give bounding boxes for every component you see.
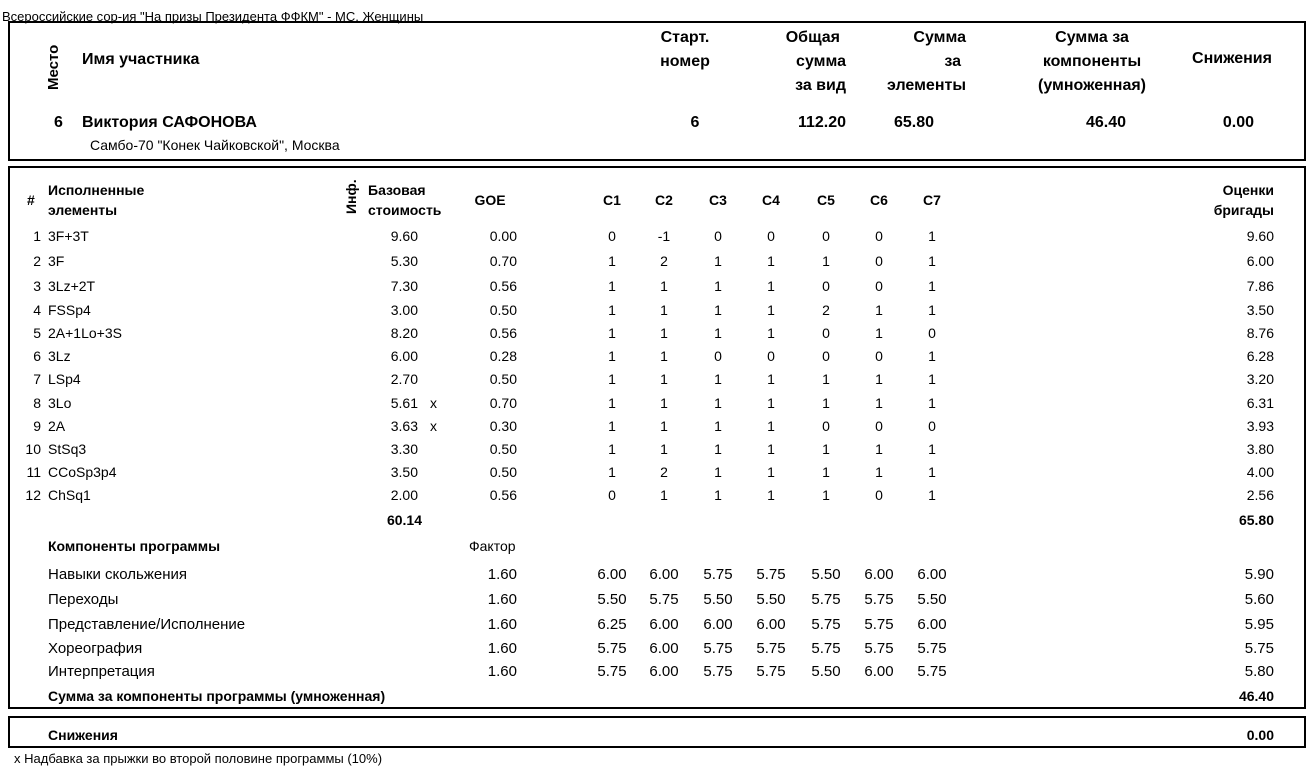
element-judge-score: 1 (928, 464, 936, 480)
element-number: 3 (33, 278, 41, 294)
component-judge-score: 5.75 (703, 566, 733, 583)
element-judge-score: 0 (875, 253, 883, 269)
element-goe: 0.28 (489, 348, 517, 364)
components-total-label: Сумма за компоненты программы (умноженная) (48, 688, 386, 704)
element-panel-score: 6.28 (1246, 348, 1274, 364)
component-name: Интерпретация (48, 663, 155, 680)
event-title: Всероссийские сор-ия "На призы Президента ФФКМ" - МС, Женщины (2, 9, 424, 24)
component-judge-score: 5.75 (864, 640, 894, 657)
skater-components-score: 46.40 (1085, 114, 1126, 131)
element-judge-score: 1 (714, 418, 722, 434)
component-judge-score: 5.50 (811, 663, 841, 680)
executed-elements-header: Исполненные элементы (48, 182, 145, 218)
component-panel-score: 5.60 (1244, 591, 1274, 608)
element-judge-score: 1 (822, 395, 830, 411)
start-number-header: Старт. номер (660, 29, 710, 70)
element-judge-score: 1 (660, 371, 668, 387)
component-name: Навыки скольжения (48, 566, 188, 583)
deductions-header: Снижения (1192, 50, 1272, 67)
element-judge-score: 1 (660, 418, 668, 434)
component-name: Представление/Исполнение (48, 616, 246, 633)
element-judge-score: 1 (928, 228, 936, 244)
element-judge-score: 1 (660, 348, 668, 364)
element-code: FSSp4 (48, 302, 91, 318)
element-code: 3Lo (48, 395, 72, 411)
element-code: 3F+3T (48, 228, 89, 244)
element-judge-score: 1 (608, 278, 616, 294)
element-judge-score: 1 (660, 487, 668, 503)
element-judge-score: 1 (928, 395, 936, 411)
element-panel-score: 2.56 (1246, 487, 1274, 503)
element-number: 12 (25, 487, 41, 503)
element-number: 8 (33, 395, 41, 411)
element-goe: 0.70 (489, 395, 517, 411)
element-base-value: 9.60 (390, 228, 418, 244)
component-judge-score: 5.75 (597, 640, 627, 657)
element-judge-score: -1 (657, 228, 671, 244)
element-judge-score: 0 (608, 228, 616, 244)
element-code: StSq3 (48, 441, 87, 457)
component-judge-score: 5.75 (649, 591, 679, 608)
element-judge-score: 1 (875, 464, 883, 480)
element-code: 2A (48, 418, 66, 434)
judge-header-5: C5 (817, 192, 835, 208)
info-header: Инф. (343, 179, 359, 214)
element-judge-score: 1 (928, 371, 936, 387)
element-judge-score: 1 (875, 302, 883, 318)
element-judge-score: 0 (875, 278, 883, 294)
element-panel-score: 6.00 (1246, 253, 1274, 269)
element-panel-score: 3.93 (1246, 418, 1274, 434)
element-goe: 0.70 (489, 253, 517, 269)
element-judge-score: 1 (714, 371, 722, 387)
element-judge-score: 1 (714, 278, 722, 294)
components-total-value: 46.40 (1238, 688, 1274, 704)
component-judge-score: 6.00 (917, 566, 947, 583)
component-judge-score: 5.50 (756, 591, 786, 608)
element-panel-score: 9.60 (1246, 228, 1274, 244)
element-goe: 0.50 (489, 371, 517, 387)
element-judge-score: 2 (822, 302, 830, 318)
skater-place: 6 (54, 114, 63, 131)
element-judge-score: 1 (608, 464, 616, 480)
judge-header-4: C4 (762, 192, 780, 208)
element-judge-score: 1 (928, 302, 936, 318)
element-number: 2 (33, 253, 41, 269)
component-factor: 1.60 (487, 566, 517, 583)
element-number: 4 (33, 302, 41, 318)
element-base-value: 3.30 (390, 441, 418, 457)
element-judge-score: 0 (822, 418, 830, 434)
component-factor: 1.60 (487, 663, 517, 680)
element-judge-score: 1 (660, 302, 668, 318)
element-base-value: 3.00 (390, 302, 418, 318)
skater-name: Виктория САФОНОВА (82, 114, 257, 131)
element-info: x (430, 418, 437, 434)
component-judge-score: 6.00 (917, 616, 947, 633)
panel-score-header: Оценки бригады (1213, 182, 1274, 218)
name-header: Имя участника (82, 51, 200, 68)
element-judge-score: 1 (660, 441, 668, 457)
element-judge-score: 1 (714, 395, 722, 411)
component-judge-score: 5.50 (811, 566, 841, 583)
element-number: 5 (33, 325, 41, 341)
element-judge-score: 1 (928, 253, 936, 269)
component-judge-score: 5.75 (703, 640, 733, 657)
skater-start-number: 6 (690, 114, 700, 131)
element-base-value: 3.63 (390, 418, 418, 434)
elements-score-header: Сумма за элементы (887, 29, 966, 94)
element-base-value: 5.30 (390, 253, 418, 269)
element-base-value: 8.20 (390, 325, 418, 341)
element-judge-score: 1 (767, 464, 775, 480)
element-code: 3Lz+2T (48, 278, 96, 294)
component-factor: 1.60 (487, 616, 517, 633)
components-score-header: Сумма за компоненты (умноженная) (1038, 29, 1146, 94)
element-judge-score: 1 (608, 371, 616, 387)
component-judge-score: 6.00 (649, 663, 679, 680)
element-panel-score: 3.50 (1246, 302, 1274, 318)
skater-elements-score: 65.80 (893, 114, 934, 131)
judge-header-1: C1 (603, 192, 621, 208)
element-base-value: 2.70 (390, 371, 418, 387)
element-judge-score: 1 (714, 464, 722, 480)
component-judge-score: 5.75 (756, 663, 786, 680)
element-judge-score: 0 (822, 348, 830, 364)
skater-deductions: 0.00 (1222, 114, 1254, 131)
element-judge-score: 1 (767, 278, 775, 294)
component-judge-score: 5.75 (756, 640, 786, 657)
component-judge-score: 5.75 (864, 616, 894, 633)
element-judge-score: 1 (767, 395, 775, 411)
element-number: 11 (26, 464, 41, 480)
deductions-value: 0.00 (1246, 727, 1274, 743)
element-judge-score: 1 (608, 395, 616, 411)
element-judge-score: 1 (875, 371, 883, 387)
component-factor: 1.60 (487, 591, 517, 608)
element-number: 1 (33, 228, 41, 244)
element-judge-score: 0 (928, 418, 936, 434)
element-panel-score: 4.00 (1246, 464, 1274, 480)
element-base-value: 7.30 (390, 278, 418, 294)
element-code: CCoSp3p4 (48, 464, 117, 480)
element-goe: 0.50 (489, 464, 517, 480)
element-judge-score: 1 (822, 464, 830, 480)
element-judge-score: 1 (767, 371, 775, 387)
element-info: x (430, 395, 437, 411)
element-number: 6 (33, 348, 41, 364)
component-name: Переходы (48, 591, 119, 608)
element-judge-score: 1 (767, 325, 775, 341)
component-judge-score: 6.00 (864, 663, 894, 680)
component-judge-score: 5.50 (917, 591, 947, 608)
element-code: ChSq1 (48, 487, 91, 503)
judge-header-7: C7 (923, 192, 941, 208)
component-judge-score: 5.75 (597, 663, 627, 680)
element-judge-score: 1 (714, 253, 722, 269)
element-judge-score: 2 (660, 253, 668, 269)
element-goe: 0.56 (489, 487, 517, 503)
element-judge-score: 1 (714, 487, 722, 503)
base-value-total: 60.14 (386, 512, 422, 528)
element-judge-score: 1 (714, 325, 722, 341)
element-base-value: 2.00 (390, 487, 418, 503)
element-base-value: 5.61 (390, 395, 418, 411)
element-judge-score: 1 (928, 348, 936, 364)
element-judge-score: 0 (875, 348, 883, 364)
element-judge-score: 1 (608, 253, 616, 269)
component-judge-score: 6.00 (649, 640, 679, 657)
component-panel-score: 5.75 (1244, 640, 1274, 657)
judge-header-2: C2 (655, 192, 673, 208)
component-judge-score: 5.75 (811, 616, 841, 633)
component-judge-score: 5.50 (597, 591, 627, 608)
element-judge-score: 1 (875, 325, 883, 341)
component-name: Хореография (48, 640, 143, 657)
element-judge-score: 0 (875, 228, 883, 244)
component-judge-score: 6.00 (703, 616, 733, 633)
judge-header-3: C3 (709, 192, 727, 208)
total-score-header: Общая сумма за вид (785, 29, 846, 94)
element-goe: 0.00 (489, 228, 517, 244)
element-judge-score: 1 (822, 371, 830, 387)
component-judge-score: 6.00 (649, 566, 679, 583)
base-value-header: Базовая стоимость (368, 182, 442, 218)
element-judge-score: 1 (767, 441, 775, 457)
elements-score-total: 65.80 (1238, 512, 1274, 528)
element-goe: 0.56 (489, 325, 517, 341)
element-judge-score: 0 (875, 418, 883, 434)
element-judge-score: 0 (767, 228, 775, 244)
element-number: 9 (33, 418, 41, 434)
element-judge-score: 1 (822, 253, 830, 269)
element-code: 2A+1Lo+3S (48, 325, 122, 341)
element-judge-score: 0 (822, 228, 830, 244)
goe-header: GOE (474, 192, 506, 208)
component-panel-score: 5.95 (1244, 616, 1274, 633)
element-judge-score: 2 (660, 464, 668, 480)
component-panel-score: 5.90 (1244, 566, 1274, 583)
component-judge-score: 5.75 (756, 566, 786, 583)
factor-header: Фактор (469, 538, 516, 554)
component-judge-score: 6.00 (756, 616, 786, 633)
element-judge-score: 1 (928, 278, 936, 294)
element-judge-score: 0 (822, 278, 830, 294)
element-goe: 0.50 (489, 441, 517, 457)
element-number: 10 (25, 441, 41, 457)
element-judge-score: 1 (608, 441, 616, 457)
element-panel-score: 8.76 (1246, 325, 1274, 341)
element-judge-score: 0 (714, 348, 722, 364)
deductions-label: Снижения (48, 727, 118, 743)
element-judge-score: 1 (767, 418, 775, 434)
component-judge-score: 6.00 (864, 566, 894, 583)
component-judge-score: 5.50 (703, 591, 733, 608)
element-code: 3F (48, 253, 65, 269)
place-header: Место (45, 44, 62, 90)
element-base-value: 3.50 (390, 464, 418, 480)
element-goe: 0.56 (489, 278, 517, 294)
element-judge-score: 1 (822, 441, 830, 457)
element-code: LSp4 (48, 371, 81, 387)
component-judge-score: 6.25 (597, 616, 627, 633)
component-factor: 1.60 (487, 640, 517, 657)
element-number: 7 (33, 371, 41, 387)
element-panel-score: 3.80 (1246, 441, 1274, 457)
element-judge-score: 1 (714, 302, 722, 318)
element-judge-score: 1 (822, 487, 830, 503)
footnote: x Надбавка за прыжки во второй половине программы (10%) (14, 751, 383, 766)
component-judge-score: 5.75 (864, 591, 894, 608)
element-code: 3Lz (48, 348, 71, 364)
component-judge-score: 5.75 (917, 663, 947, 680)
judge-header-6: C6 (870, 192, 888, 208)
element-judge-score: 1 (714, 441, 722, 457)
element-judge-score: 1 (660, 395, 668, 411)
component-judge-score: 6.00 (649, 616, 679, 633)
element-judge-score: 0 (608, 487, 616, 503)
element-judge-score: 1 (767, 302, 775, 318)
component-judge-score: 5.75 (703, 663, 733, 680)
element-judge-score: 0 (928, 325, 936, 341)
component-judge-score: 5.75 (811, 640, 841, 657)
component-judge-score: 5.75 (811, 591, 841, 608)
deductions-box (8, 716, 1306, 748)
element-judge-score: 1 (660, 278, 668, 294)
skater-club: Самбо-70 "Конек Чайковской", Москва (90, 137, 340, 153)
element-goe: 0.50 (489, 302, 517, 318)
element-judge-score: 1 (875, 441, 883, 457)
element-judge-score: 1 (875, 395, 883, 411)
component-panel-score: 5.80 (1244, 663, 1274, 680)
element-panel-score: 6.31 (1246, 395, 1274, 411)
skater-total-score: 112.20 (797, 114, 846, 131)
element-judge-score: 1 (608, 348, 616, 364)
element-base-value: 6.00 (390, 348, 418, 364)
element-judge-score: 1 (608, 302, 616, 318)
element-judge-score: 1 (767, 487, 775, 503)
component-judge-score: 5.75 (917, 640, 947, 657)
element-panel-score: 3.20 (1246, 371, 1274, 387)
element-judge-score: 1 (928, 441, 936, 457)
element-panel-score: 7.86 (1246, 278, 1274, 294)
components-header: Компоненты программы (48, 538, 221, 554)
element-judge-score: 1 (767, 253, 775, 269)
element-number-header: # (27, 192, 35, 208)
element-judge-score: 0 (875, 487, 883, 503)
element-judge-score: 1 (660, 325, 668, 341)
element-goe: 0.30 (489, 418, 517, 434)
component-judge-score: 6.00 (597, 566, 627, 583)
element-judge-score: 1 (608, 418, 616, 434)
element-judge-score: 1 (608, 325, 616, 341)
element-judge-score: 0 (822, 325, 830, 341)
element-judge-score: 0 (714, 228, 722, 244)
element-judge-score: 1 (928, 487, 936, 503)
element-judge-score: 0 (767, 348, 775, 364)
